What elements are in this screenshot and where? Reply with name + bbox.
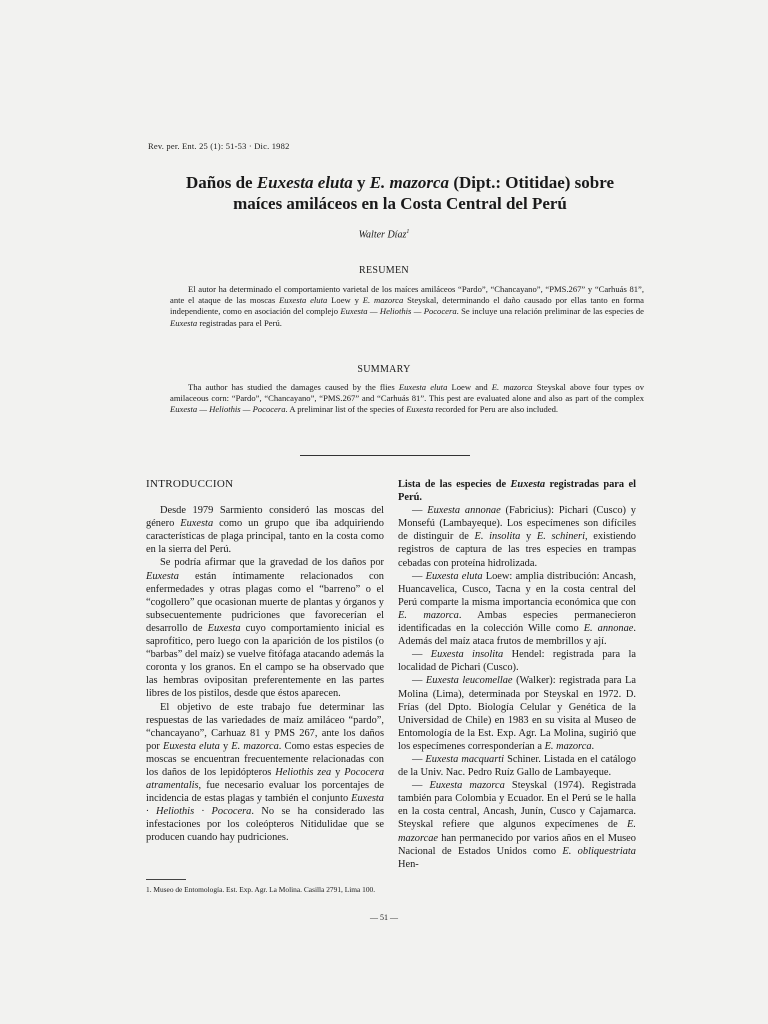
resumen-heading: RESUMEN — [359, 265, 409, 276]
summary-heading: SUMMARY — [357, 364, 411, 375]
intro-paragraph: Desde 1979 Sarmiento consideró las moscas del género Euxesta como un grupo que iba adquiriendo características de plaga principal, tanto en la costa como en la sierra del Perú. — [146, 505, 384, 556]
left-column — [146, 478, 384, 845]
section-divider — [300, 455, 470, 456]
footnote-rule — [146, 879, 186, 880]
author-name: Walter Díaz$^1$ — [358, 229, 410, 241]
species-entry: — Euxesta leucomellae (Walker): registrada para La Molina (Lima), determinada por Steyskal en 1972. D. Frías (del Dpto. Biología Celular y Genética de la Universidad de Chile) en 1983 en su visita al Museo de Entomología de la Est. Exp. Agr. La Molina, sugirió que los especímenes corresponderían a E. mazorca. — [398, 675, 636, 752]
species-entry: — Euxesta annonae (Fabricius): Pichari (Cusco) y Monsefú (Lambayeque). Los especímenes son difíciles de distinguir de E. insolita y E. schineri, existiendo registros de captura de las tres especies en trampas cebadas con proteína hidrolizada. — [398, 505, 636, 569]
article-title: Daños de Euxesta eluta y E. mazorca (Dipt.: Otitidae) sobre maíces amiláceos en la Costa Central del Perú — [185, 173, 615, 213]
introduccion-heading: INTRODUCCION — [146, 478, 234, 490]
species-entry: — Euxesta mazorca Steyskal (1974). Registrada también para Colombia y Ecuador. En el Perú se le halla en la costa central, Ancash, Junín, Cusco y Cajamarca. Steyskal refiere que algunos expecímenes de E. mazorcae han permanecido por varios años en el Museo Nacional de Estados Unidos como E. obliquestriata Hen- — [398, 780, 636, 870]
intro-paragraph: El objetivo de este trabajo fue determinar las respuestas de las variedades de maíz amiláceo “pardo”, “chancayano”, Carhuaz 81 y PMS 267, ante los daños por Euxesta eluta y E. mazorca. Como estas especies de moscas se encuentran frecuentemente relacionadas con los daños de los lepidópteros Heliothis zea y Pococera atramentalis, fue necesario evaluar los porcentajes de incidencia de estas plagas y también el conjunto Euxesta · Heliothis · Pococera. No se ha considerado las infestaciones por los coleópteros Nitidulidae que se producen cuando hay pudriciones. — [146, 701, 385, 844]
page-number: — 51 — — [370, 913, 398, 922]
intro-paragraph: Se podría afirmar que la gravedad de los daños por Euxesta están íntimamente relacionados con enfermedades y otras plagas como el “barreno” o el “cogollero” que ocasionan muerte de plantas y órganos y subsecuentemente pudriciones que favorecerían el desarrollo de Euxesta cuyo comportamiento inicial es saprofítico, pero luego con la aparición de los pistilos (o “barbas” del maíz) se vuelve fitófaga atacando además la coronta y los granos. En el campo se ha observado que las hembras ovipositan preferentemente en las partes libres de los pistilos, desde que éstos aparecen. — [146, 557, 384, 700]
right-column — [398, 478, 636, 871]
species-list-heading: Lista de las especies de Euxesta registradas para el Perú. — [398, 479, 636, 504]
summary-text: Tha author has studied the damages caused by the flies Euxesta eluta Loew and E. mazorca Steyskal above four types ov amilaceous corn: “Pardo”, “Chancayano”, “PMS.267” and “Carhuás 81”. This pest are evaluated alone and also as part of the complex Euxesta — Heliothis — Pococera. A preliminar list of the species of Euxesta recorded for Peru are also included. — [170, 382, 645, 415]
species-entry: — Euxesta insolita Hendel: registrada para la localidad de Pichari (Cusco). — [398, 649, 636, 674]
footnote: 1. Museo de Entomología. Est. Exp. Agr. La Molina. Casilla 2791, Lima 100. — [146, 885, 376, 894]
species-entry: — Euxesta eluta Loew: amplia distribución: Ancash, Huancavelica, Cusco, Tacna y en la costa central del Perú comparte la misma importancia económica que con E. mazorca. Ambas especies permanecieron identificadas en la colección Wille como E. annonae. Además del maíz ataca frutos de membrillos y ají. — [398, 570, 637, 648]
journal-citation: Rev. per. Ent. 25 (1): 51-53 · Dic. 1982 — [148, 141, 290, 151]
species-entry: — Euxesta macquarti Schiner. Listada en el catálogo de la Univ. Nac. Pedro Ruíz Gallo de Lambayeque. — [398, 753, 636, 779]
resumen-text: El autor ha determinado el comportamiento varietal de los maíces amiláceos “Pardo”, “Chancayano”, “PMS.267” y “Carhuás 81”, ante el ataque de las moscas Euxesta eluta Loew y E. mazorca Steyskal, determinando el daño causado por ellas tanto en forma independiente, como en asociación del complejo Euxesta — Heliothis — Pococera. Se incluye una relación preliminar de las especies de Euxesta registradas para el Perú. — [170, 284, 645, 328]
